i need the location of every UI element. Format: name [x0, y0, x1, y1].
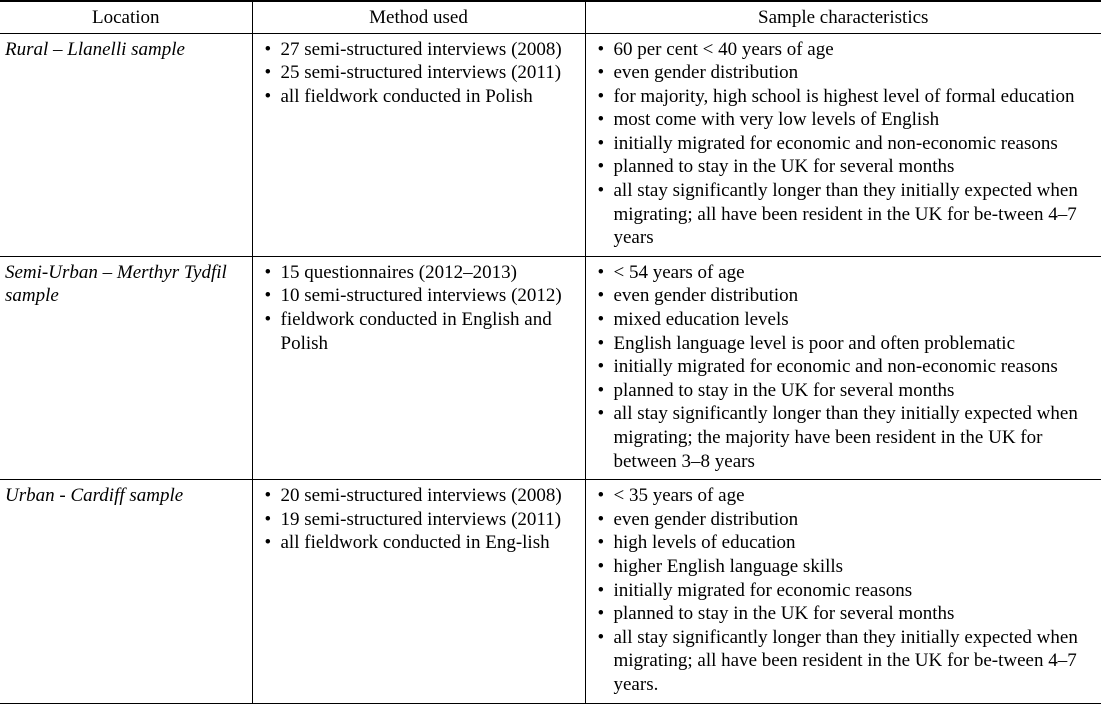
list-item: • all stay significantly longer than they initially expected when migrating; all have been resident in the UK for be-tween 4–7 years. — [590, 626, 1098, 697]
list-item: • all fieldwork conducted in Polish — [257, 85, 581, 109]
table-row — [0, 480, 1101, 703]
list-item: • all fieldwork conducted in Eng-lish — [257, 531, 581, 555]
method-cell — [252, 256, 585, 479]
list-item: • 60 per cent < 40 years of age — [590, 38, 1098, 62]
table-row — [0, 256, 1101, 479]
method-list — [257, 484, 581, 555]
list-item: • initially migrated for economic and non-economic reasons — [590, 132, 1098, 156]
list-item: • high levels of education — [590, 531, 1098, 555]
list-item: • planned to stay in the UK for several months — [590, 379, 1098, 403]
list-item: • planned to stay in the UK for several months — [590, 155, 1098, 179]
list-item: • 10 semi-structured interviews (2012) — [257, 284, 581, 308]
location-cell: Urban - Cardiff sample — [0, 480, 252, 703]
list-item: • 25 semi-structured interviews (2011) — [257, 61, 581, 85]
list-item: • planned to stay in the UK for several months — [590, 602, 1098, 626]
list-item: • even gender distribution — [590, 61, 1098, 85]
location-cell: Rural – Llanelli sample — [5, 38, 185, 60]
header-method: Method used — [252, 1, 585, 33]
list-item: • even gender distribution — [590, 284, 1098, 308]
list-item: • higher English language skills — [590, 555, 1098, 579]
list-item: • < 54 years of age — [590, 261, 1098, 285]
list-item: • even gender distribution — [590, 508, 1098, 532]
header-row — [0, 1, 1101, 33]
characteristics-cell — [585, 480, 1101, 703]
header-location: Location — [0, 1, 252, 33]
list-item: • for majority, high school is highest level of formal education — [590, 85, 1098, 109]
list-item: • 20 semi-structured interviews (2008) — [257, 484, 581, 508]
list-item: • < 35 years of age — [590, 484, 1098, 508]
list-item: • mixed education levels — [590, 308, 1098, 332]
list-item: • initially migrated for economic reasons — [590, 579, 1098, 603]
list-item: • most come with very low levels of English — [590, 108, 1098, 132]
method-list — [257, 261, 581, 355]
method-cell — [252, 33, 585, 256]
list-item: • fieldwork conducted in English and Polish — [257, 308, 581, 355]
list-item: • 19 semi-structured interviews (2011) — [257, 508, 581, 532]
list-item: • 15 questionnaires (2012–2013) — [257, 261, 581, 285]
characteristics-list — [590, 484, 1098, 696]
characteristics-cell — [585, 256, 1101, 479]
list-item: • initially migrated for economic and non-economic reasons — [590, 355, 1098, 379]
table-row — [0, 33, 1101, 256]
characteristics-list — [590, 261, 1098, 473]
location-cell: Semi-Urban – Merthyr Tydfil sample — [0, 256, 252, 479]
list-item: • 27 semi-structured interviews (2008) — [257, 38, 581, 62]
header-characteristics: Sample characteristics — [585, 1, 1101, 33]
method-cell — [252, 480, 585, 703]
method-list — [257, 38, 581, 109]
list-item: • all stay significantly longer than they initially expected when migrating; the majority have been resident in the UK for between 3–8 years — [590, 402, 1098, 473]
characteristics-cell — [585, 33, 1101, 256]
list-item: • all stay significantly longer than they initially expected when migrating; all have been resident in the UK for be-tween 4–7 years — [590, 179, 1098, 250]
list-item: • English language level is poor and often problematic — [590, 332, 1098, 356]
characteristics-list — [590, 38, 1098, 250]
